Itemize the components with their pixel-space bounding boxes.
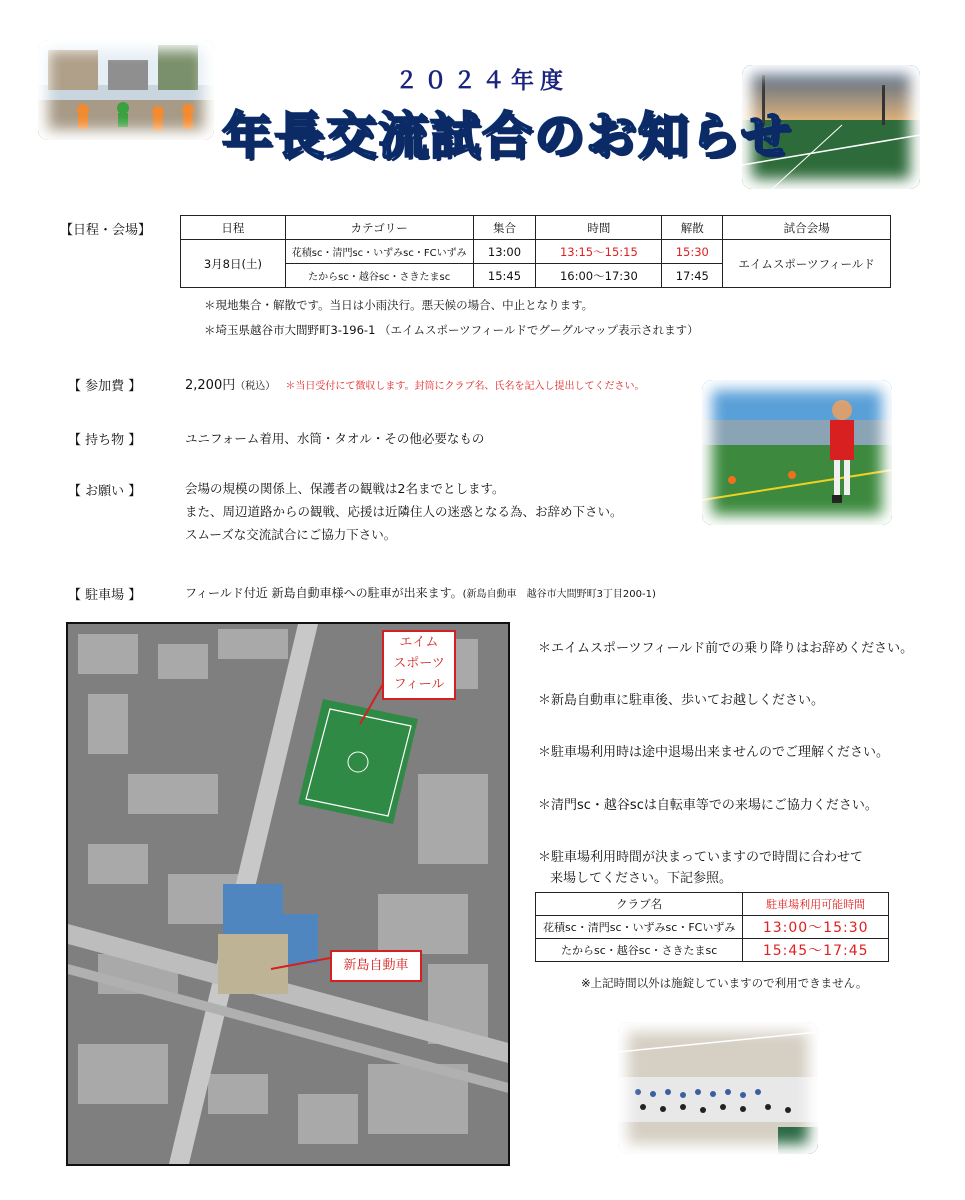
club-cell: たからsc・越谷sc・さきたまsc bbox=[536, 939, 743, 962]
parking-table-note: ※上記時間以外は施錠していますので利用できません。 bbox=[581, 976, 868, 990]
club-cell: 花積sc・清門sc・いずみsc・FCいずみ bbox=[536, 916, 743, 939]
schedule-note-weather: ＊現地集合・解散です。当日は小雨決行。悪天候の場合、中止となります。 bbox=[204, 298, 594, 312]
header-date: 日程 bbox=[181, 216, 286, 240]
field-callout-line: フィール bbox=[393, 677, 445, 692]
field-callout-line: エイム bbox=[399, 635, 439, 650]
request-label: 【 お願い 】 bbox=[68, 484, 142, 499]
year-title: ２０２４年度 bbox=[395, 68, 569, 94]
schedule-note-address: ＊埼玉県越谷市大間野町3-196-1 （エイムスポーツフィールドでグーグルマップ表示されます） bbox=[204, 323, 699, 337]
request-text bbox=[185, 477, 623, 546]
venue-cell: エイムスポーツフィールド bbox=[723, 240, 891, 288]
parking-time-cell: 13:00～15:30 bbox=[743, 916, 889, 939]
request-line: スムーズな交流試合にご協力下さい。 bbox=[185, 527, 397, 542]
parking-header-row bbox=[536, 893, 889, 916]
category-cell: たからsc・越谷sc・さきたまsc bbox=[285, 264, 473, 288]
parking-bullet: 来場してください。下記参照。 bbox=[550, 871, 733, 886]
fee-label: 【 参加費 】 bbox=[68, 379, 142, 394]
aerial-map bbox=[66, 622, 510, 1166]
field-callout-line: スポーツ bbox=[393, 656, 445, 671]
fee-amount: 2,200円 bbox=[185, 378, 236, 393]
request-line: 会場の規模の関係上、保護者の観戦は2名までとします。 bbox=[185, 481, 505, 496]
gather-cell: 13:00 bbox=[473, 240, 536, 264]
parking-bullet: ＊駐車場利用時は途中退場出来ませんのでご理解ください。 bbox=[538, 745, 890, 760]
dismiss-cell: 15:30 bbox=[662, 240, 723, 264]
page-title: 年長交流試合のお知らせ bbox=[222, 107, 793, 165]
car-callout: 新島自動車 bbox=[330, 950, 422, 982]
items-label: 【 持ち物 】 bbox=[68, 433, 142, 448]
parking-bullet: ＊清門sc・越谷scは自転車等での来場にご協力ください。 bbox=[538, 798, 878, 813]
header-dismiss: 解散 bbox=[662, 216, 723, 240]
header-time: 時間 bbox=[536, 216, 662, 240]
time-cell: 16:00～17:30 bbox=[536, 264, 662, 288]
schedule-table bbox=[180, 215, 891, 288]
schedule-header-row bbox=[181, 216, 891, 240]
fee-tax: （税込） bbox=[235, 381, 276, 392]
parking-bullet: ＊新島自動車に駐車後、歩いてお越しください。 bbox=[538, 693, 825, 708]
table-row bbox=[536, 916, 889, 939]
items-text: ユニフォーム着用、水筒・タオル・その他必要なもの bbox=[185, 431, 485, 446]
parking-text: フィールド付近 新島自動車様への駐車が出来ます。 bbox=[185, 586, 463, 600]
gather-cell: 15:45 bbox=[473, 264, 536, 288]
soccer-kids-photo bbox=[38, 40, 214, 140]
kick-photo bbox=[702, 380, 892, 525]
parking-bullet: ＊駐車場利用時間が決まっていますので時間に合わせて bbox=[538, 850, 864, 865]
parking-label: 【 駐車場 】 bbox=[68, 588, 142, 603]
header-gather: 集合 bbox=[473, 216, 536, 240]
dismiss-cell: 17:45 bbox=[662, 264, 723, 288]
request-line: また、周辺道路からの観戦、応援は近隣住人の迷惑となる為、お辞め下さい。 bbox=[185, 504, 623, 519]
parking-bullet: ＊エイムスポーツフィールド前での乗り降りはお辞めください。 bbox=[538, 641, 914, 656]
header-venue: 試合会場 bbox=[723, 216, 891, 240]
header-category: カテゴリー bbox=[285, 216, 473, 240]
time-cell: 13:15～15:15 bbox=[536, 240, 662, 264]
callout-pointers bbox=[68, 624, 510, 1166]
parking-time-table bbox=[535, 892, 889, 962]
header-club: クラブ名 bbox=[536, 893, 743, 916]
table-row bbox=[181, 240, 891, 264]
header-parking-time: 駐車場利用可能時間 bbox=[743, 893, 889, 916]
table-row bbox=[536, 939, 889, 962]
fee-line bbox=[185, 374, 645, 393]
parking-time-cell: 15:45～17:45 bbox=[743, 939, 889, 962]
schedule-label: 【日程・会場】 bbox=[60, 223, 152, 238]
parking-text-line bbox=[185, 584, 656, 601]
schedule-date: 3月8日(土) bbox=[181, 240, 286, 288]
group-photo bbox=[618, 1022, 818, 1154]
category-cell: 花積sc・清門sc・いずみsc・FCいずみ bbox=[285, 240, 473, 264]
parking-address: (新島自動車 越谷市大間野町3丁目200-1) bbox=[462, 589, 656, 600]
fee-note: ＊当日受付にて徴収します。封筒にクラブ名、氏名を記入し提出してください。 bbox=[285, 381, 645, 392]
